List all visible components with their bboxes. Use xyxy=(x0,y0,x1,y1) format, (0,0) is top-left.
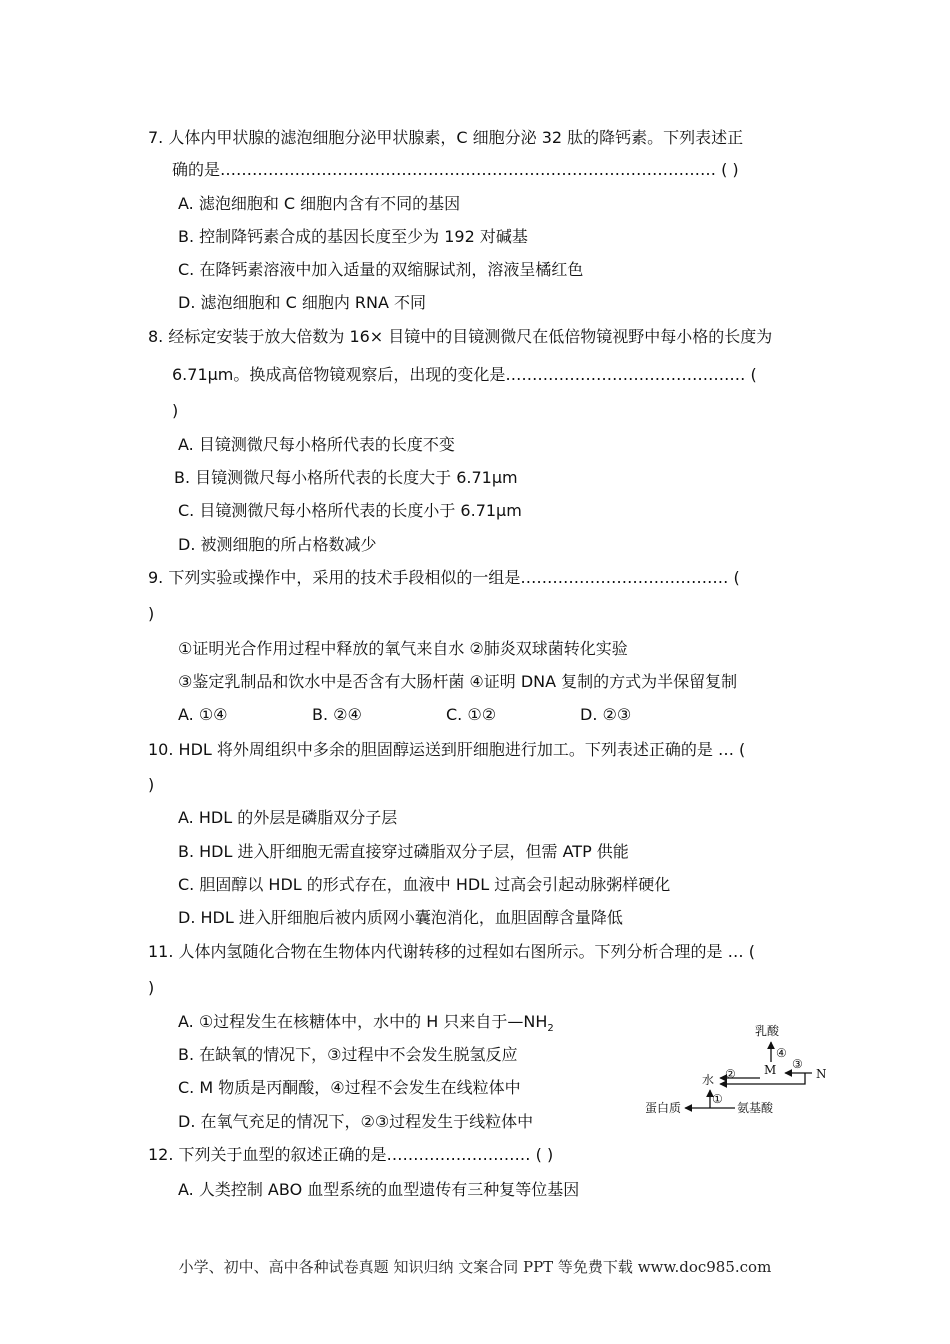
q8-stem-line1: 8. 经标定安装于放大倍数为 16× 目镜中的目镜测微尺在低倍物镜视野中每小格的长度为 xyxy=(148,327,773,346)
label-step3: ③ xyxy=(792,1057,803,1071)
label-step4: ④ xyxy=(776,1046,787,1060)
metabolism-diagram xyxy=(640,1012,840,1122)
q7-stem-line2: 确的是………………………………………………………………………………… ( ) xyxy=(172,160,739,179)
page-footer: 小学、初中、高中各种试卷真题 知识归纳 文案合同 PPT 等免费下载 www.doc985.com xyxy=(178,1258,772,1276)
q9-option-d: D. ②③ xyxy=(580,705,632,724)
q9-stem-line2: ) xyxy=(148,604,155,623)
q12-option-a: A. 人类控制 ABO 血型系统的血型遗传有三种复等位基因 xyxy=(178,1180,580,1199)
q9-option-b: B. ②④ xyxy=(312,705,362,724)
q8-stem-line2: 6.71μm。换成高倍物镜观察后，出现的变化是……………………………………… ( xyxy=(172,365,757,384)
q9-item-row2: ③鉴定乳制品和饮水中是否含有大肠杆菌 ④证明 DNA 复制的方式为半保留复制 xyxy=(178,672,738,691)
q10-option-a: A. HDL 的外层是磷脂双分子层 xyxy=(178,808,398,827)
q11-option-a-subscript: 2 xyxy=(547,1023,554,1035)
label-step1: ① xyxy=(712,1092,723,1106)
label-m: M xyxy=(764,1063,777,1077)
q9-option-c: C. ①② xyxy=(446,705,497,724)
q9-options-row xyxy=(178,705,714,725)
q12-stem-line1: 12. 下列关于血型的叙述正确的是……………………… ( ) xyxy=(148,1145,554,1164)
label-water: 水 xyxy=(702,1073,715,1087)
q10-option-c: C. 胆固醇以 HDL 的形式存在，血液中 HDL 过高会引起动脉粥样硬化 xyxy=(178,875,671,894)
q9-stem-line1: 9. 下列实验或操作中，采用的技术手段相似的一组是………………………………… ( xyxy=(148,568,740,587)
q9-item-row1: ①证明光合作用过程中释放的氧气来自水 ②肺炎双球菌转化实验 xyxy=(178,639,628,658)
label-n: N xyxy=(816,1067,827,1081)
q8-option-c: C. 目镜测微尺每小格所代表的长度小于 6.71μm xyxy=(178,501,522,520)
q11-option-d: D. 在氧气充足的情况下，②③过程发生于线粒体中 xyxy=(178,1112,534,1131)
label-amino-acid: 氨基酸 xyxy=(737,1101,774,1115)
q7-option-d: D. 滤泡细胞和 C 细胞内 RNA 不同 xyxy=(178,293,427,312)
q10-stem-line1: 10. HDL 将外周组织中多余的胆固醇运送到肝细胞进行加工。下列表述正确的是 … ( xyxy=(148,740,746,759)
q8-stem-line3: ) xyxy=(172,401,179,420)
q7-option-b: B. 控制降钙素合成的基因长度至少为 192 对碱基 xyxy=(178,227,528,246)
q10-option-d: D. HDL 进入肝细胞后被内质网小囊泡消化，血胆固醇含量降低 xyxy=(178,908,623,927)
label-step2: ② xyxy=(725,1067,736,1081)
q8-option-b: B. 目镜测微尺每小格所代表的长度大于 6.71μm xyxy=(174,468,518,487)
label-lactic-acid: 乳酸 xyxy=(755,1024,780,1038)
q11-option-a-text: A. ①过程发生在核糖体中，水中的 H 只来自于—NH xyxy=(178,1012,548,1031)
label-protein: 蛋白质 xyxy=(645,1101,682,1115)
q11-stem-line1: 11. 人体内氢随化合物在生物体内代谢转移的过程如右图所示。下列分析合理的是 … ( xyxy=(148,942,755,961)
q8-option-d: D. 被测细胞的所占格数减少 xyxy=(178,535,377,554)
q7-option-c: C. 在降钙素溶液中加入适量的双缩脲试剂，溶液呈橘红色 xyxy=(178,260,584,279)
q11-stem-line2: ) xyxy=(148,978,155,997)
q10-option-b: B. HDL 进入肝细胞无需直接穿过磷脂双分子层，但需 ATP 供能 xyxy=(178,842,629,861)
q11-option-b: B. 在缺氧的情况下，③过程中不会发生脱氢反应 xyxy=(178,1045,518,1064)
q11-option-c: C. M 物质是丙酮酸，④过程不会发生在线粒体中 xyxy=(178,1078,521,1097)
q11-option-a xyxy=(178,1012,554,1039)
q7-option-a: A. 滤泡细胞和 C 细胞内含有不同的基因 xyxy=(178,194,461,213)
q8-option-a: A. 目镜测微尺每小格所代表的长度不变 xyxy=(178,435,455,454)
q10-stem-line2: ) xyxy=(148,775,155,794)
q9-option-a: A. ①④ xyxy=(178,705,228,724)
q7-stem-line1: 7. 人体内甲状腺的滤泡细胞分泌甲状腺素，C 细胞分泌 32 肽的降钙素。下列表述正 xyxy=(148,128,744,147)
